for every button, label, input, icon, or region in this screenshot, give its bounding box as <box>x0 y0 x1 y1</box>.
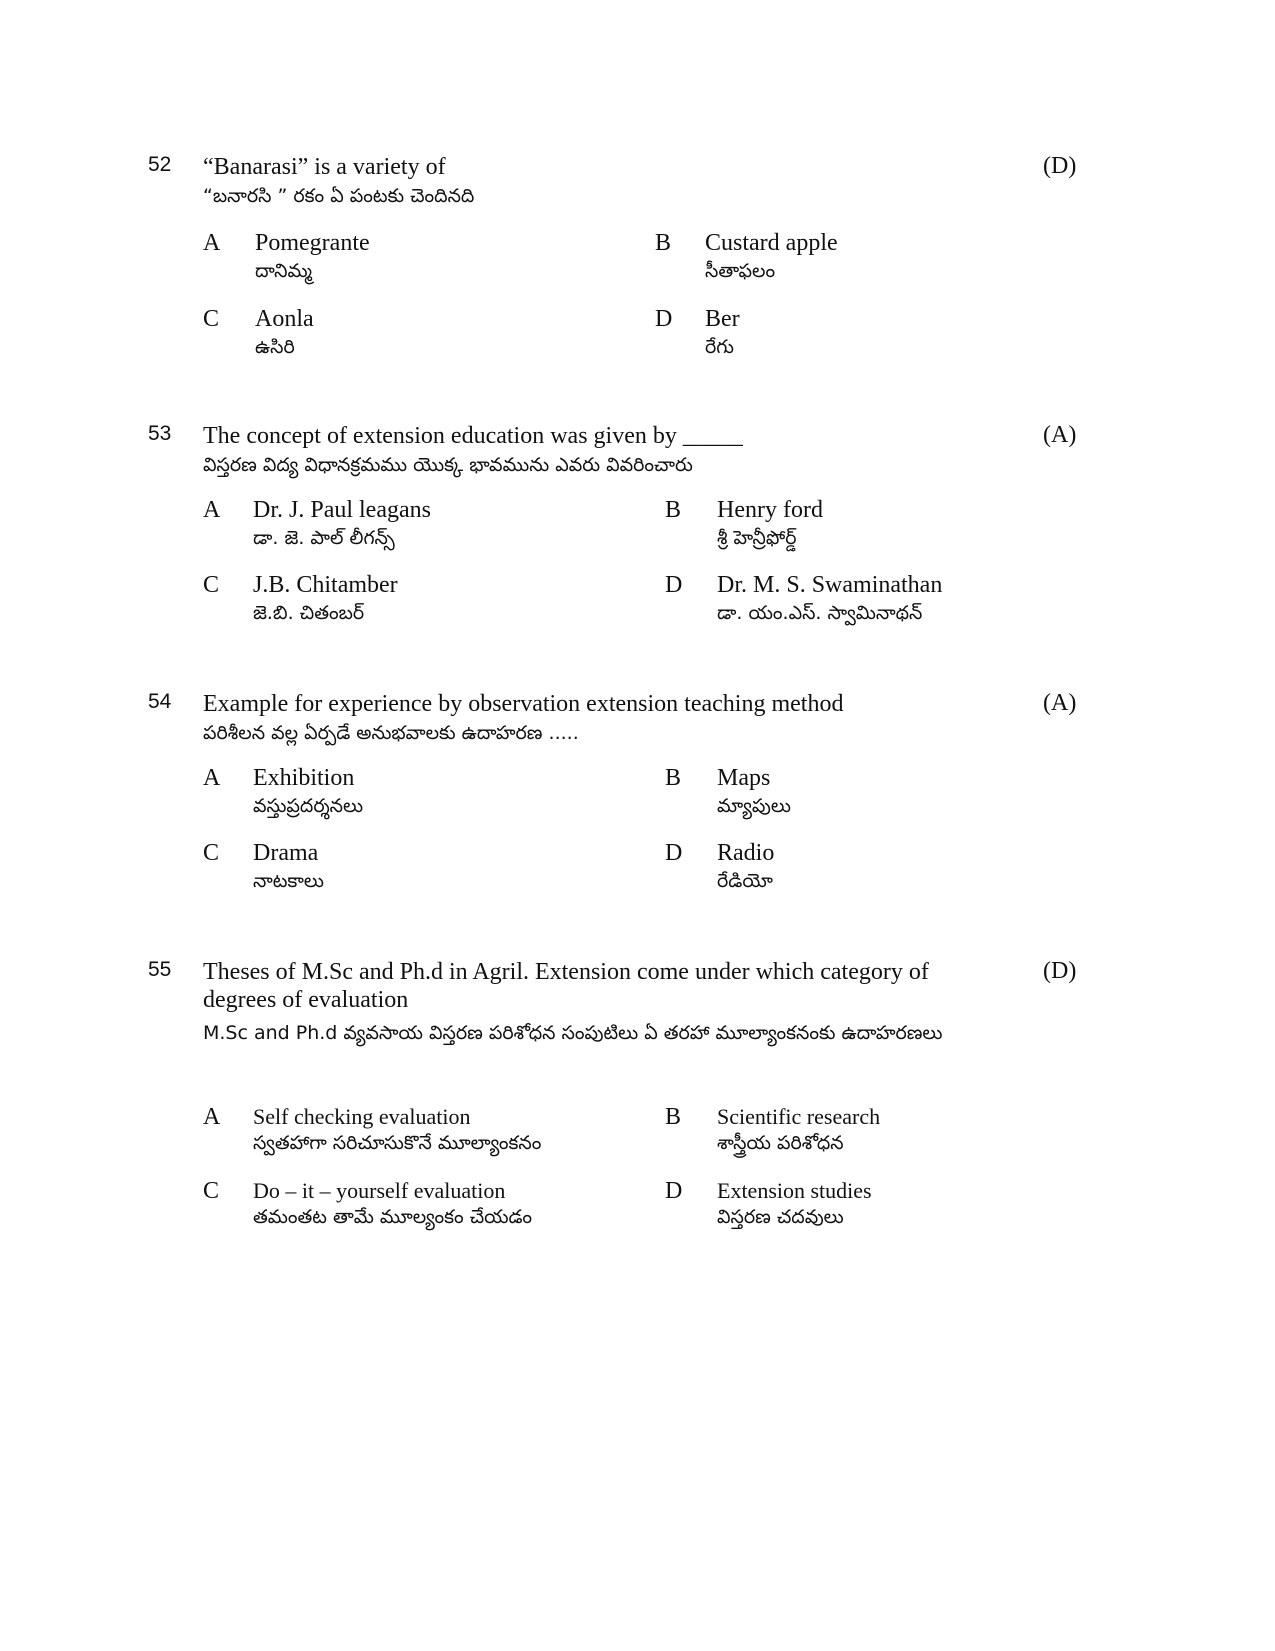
option-text-english: Pomegrante <box>255 230 370 256</box>
option-text-telugu: దానిమ్మ <box>255 260 313 282</box>
answer-key: (A) <box>1043 422 1077 448</box>
option-letter: A <box>203 497 221 523</box>
answer-key: (A) <box>1043 690 1077 716</box>
option-text-english: Scientific research <box>717 1104 881 1129</box>
question-text-telugu: పరిశీలన వల్ల ఏర్పడే అనుభవాలకు ఉదాహరణ ..... <box>203 722 579 744</box>
option-letter: D <box>665 1178 683 1204</box>
option-text-english: Extension studies <box>717 1178 872 1203</box>
question-text-english: “Banarasi” is a variety of <box>203 154 446 180</box>
question-number: 55 <box>148 958 172 981</box>
option-text-english: Exhibition <box>253 765 355 791</box>
option-text-english: Dr. M. S. Swaminathan <box>717 572 943 598</box>
option-letter: D <box>655 306 673 332</box>
option-letter: C <box>203 306 220 332</box>
question-text-english: Theses of M.Sc and Ph.d in Agril. Extension come under which category of degrees of evaluation <box>203 959 929 1013</box>
option-text-telugu: ఉసిరి <box>255 336 295 358</box>
option-letter: B <box>665 765 682 791</box>
option-letter: B <box>665 497 682 523</box>
option-text-english: Maps <box>717 765 771 791</box>
question-text-telugu: M.Sc and Ph.d వ్యవసాయ విస్తరణ పరిశోధన సంపుటిలు ఏ తరహా మూల్యాంకనంకు ఉదాహరణలు <box>203 1022 943 1044</box>
option-text-english: Radio <box>717 840 775 866</box>
option-text-telugu: వస్తుప్రదర్శనలు <box>253 795 364 817</box>
option-letter: A <box>203 765 221 791</box>
option-text-english: Ber <box>705 306 740 332</box>
option-text-telugu: సీతాఫలం <box>705 260 776 282</box>
question-text-english: The concept of extension education was given by _____ <box>203 423 743 449</box>
option-text-english: Self checking evaluation <box>253 1104 471 1129</box>
option-text-telugu: డా. జె. పాల్ లీగన్స్ <box>253 527 395 549</box>
option-letter: D <box>665 572 683 598</box>
question-text-english: Example for experience by observation extension teaching method <box>203 691 844 717</box>
question-text-telugu: విస్తరణ విద్య విధానక్రమము యొక్క భావమును ఎవరు వివరించారు <box>203 454 693 476</box>
option-letter: A <box>203 230 221 256</box>
option-text-telugu: మ్యాపులు <box>717 795 791 817</box>
option-text-telugu: విస్తరణ చదవులు <box>717 1206 844 1228</box>
option-letter: C <box>203 1178 220 1204</box>
option-text-english: Drama <box>253 840 319 866</box>
option-text-english: Do – it – yourself evaluation <box>253 1178 506 1203</box>
question-number: 54 <box>148 690 172 713</box>
option-text-telugu: జె.బి. చితంబర్ <box>253 602 365 624</box>
option-text-telugu: శాస్త్రీయ పరిశోధన <box>717 1132 844 1154</box>
option-text-telugu: రేడియో <box>717 870 773 892</box>
option-text-english: Henry ford <box>717 497 823 523</box>
option-text-english: Dr. J. Paul leagans <box>253 497 431 523</box>
option-letter: D <box>665 840 683 866</box>
option-text-telugu: శ్రీ హెన్రీఫోర్డ్ <box>717 527 797 549</box>
option-letter: C <box>203 572 220 598</box>
option-text-telugu: నాటకాలు <box>253 870 324 892</box>
option-text-telugu: రేగు <box>705 336 734 358</box>
option-text-english: Aonla <box>255 306 314 332</box>
option-letter: B <box>665 1104 682 1130</box>
answer-key: (D) <box>1043 958 1077 984</box>
option-letter: C <box>203 840 220 866</box>
option-text-english: Custard apple <box>705 230 838 256</box>
option-text-english: J.B. Chitamber <box>253 572 398 598</box>
option-text-telugu: డా. యం.ఎస్. స్వామినాథన్ <box>717 602 923 624</box>
question-text-telugu: “బనారసి ” రకం ఏ పంటకు చెందినది <box>203 185 475 207</box>
option-letter: B <box>655 230 672 256</box>
option-text-telugu: స్వతహాగా సరిచూసుకొనే మూల్యాంకనం <box>253 1132 542 1154</box>
question-number: 53 <box>148 422 172 445</box>
option-text-telugu: తమంతట తామే మూల్యంకం చేయడం <box>253 1206 532 1228</box>
answer-key: (D) <box>1043 153 1077 179</box>
option-letter: A <box>203 1104 221 1130</box>
question-number: 52 <box>148 153 172 176</box>
